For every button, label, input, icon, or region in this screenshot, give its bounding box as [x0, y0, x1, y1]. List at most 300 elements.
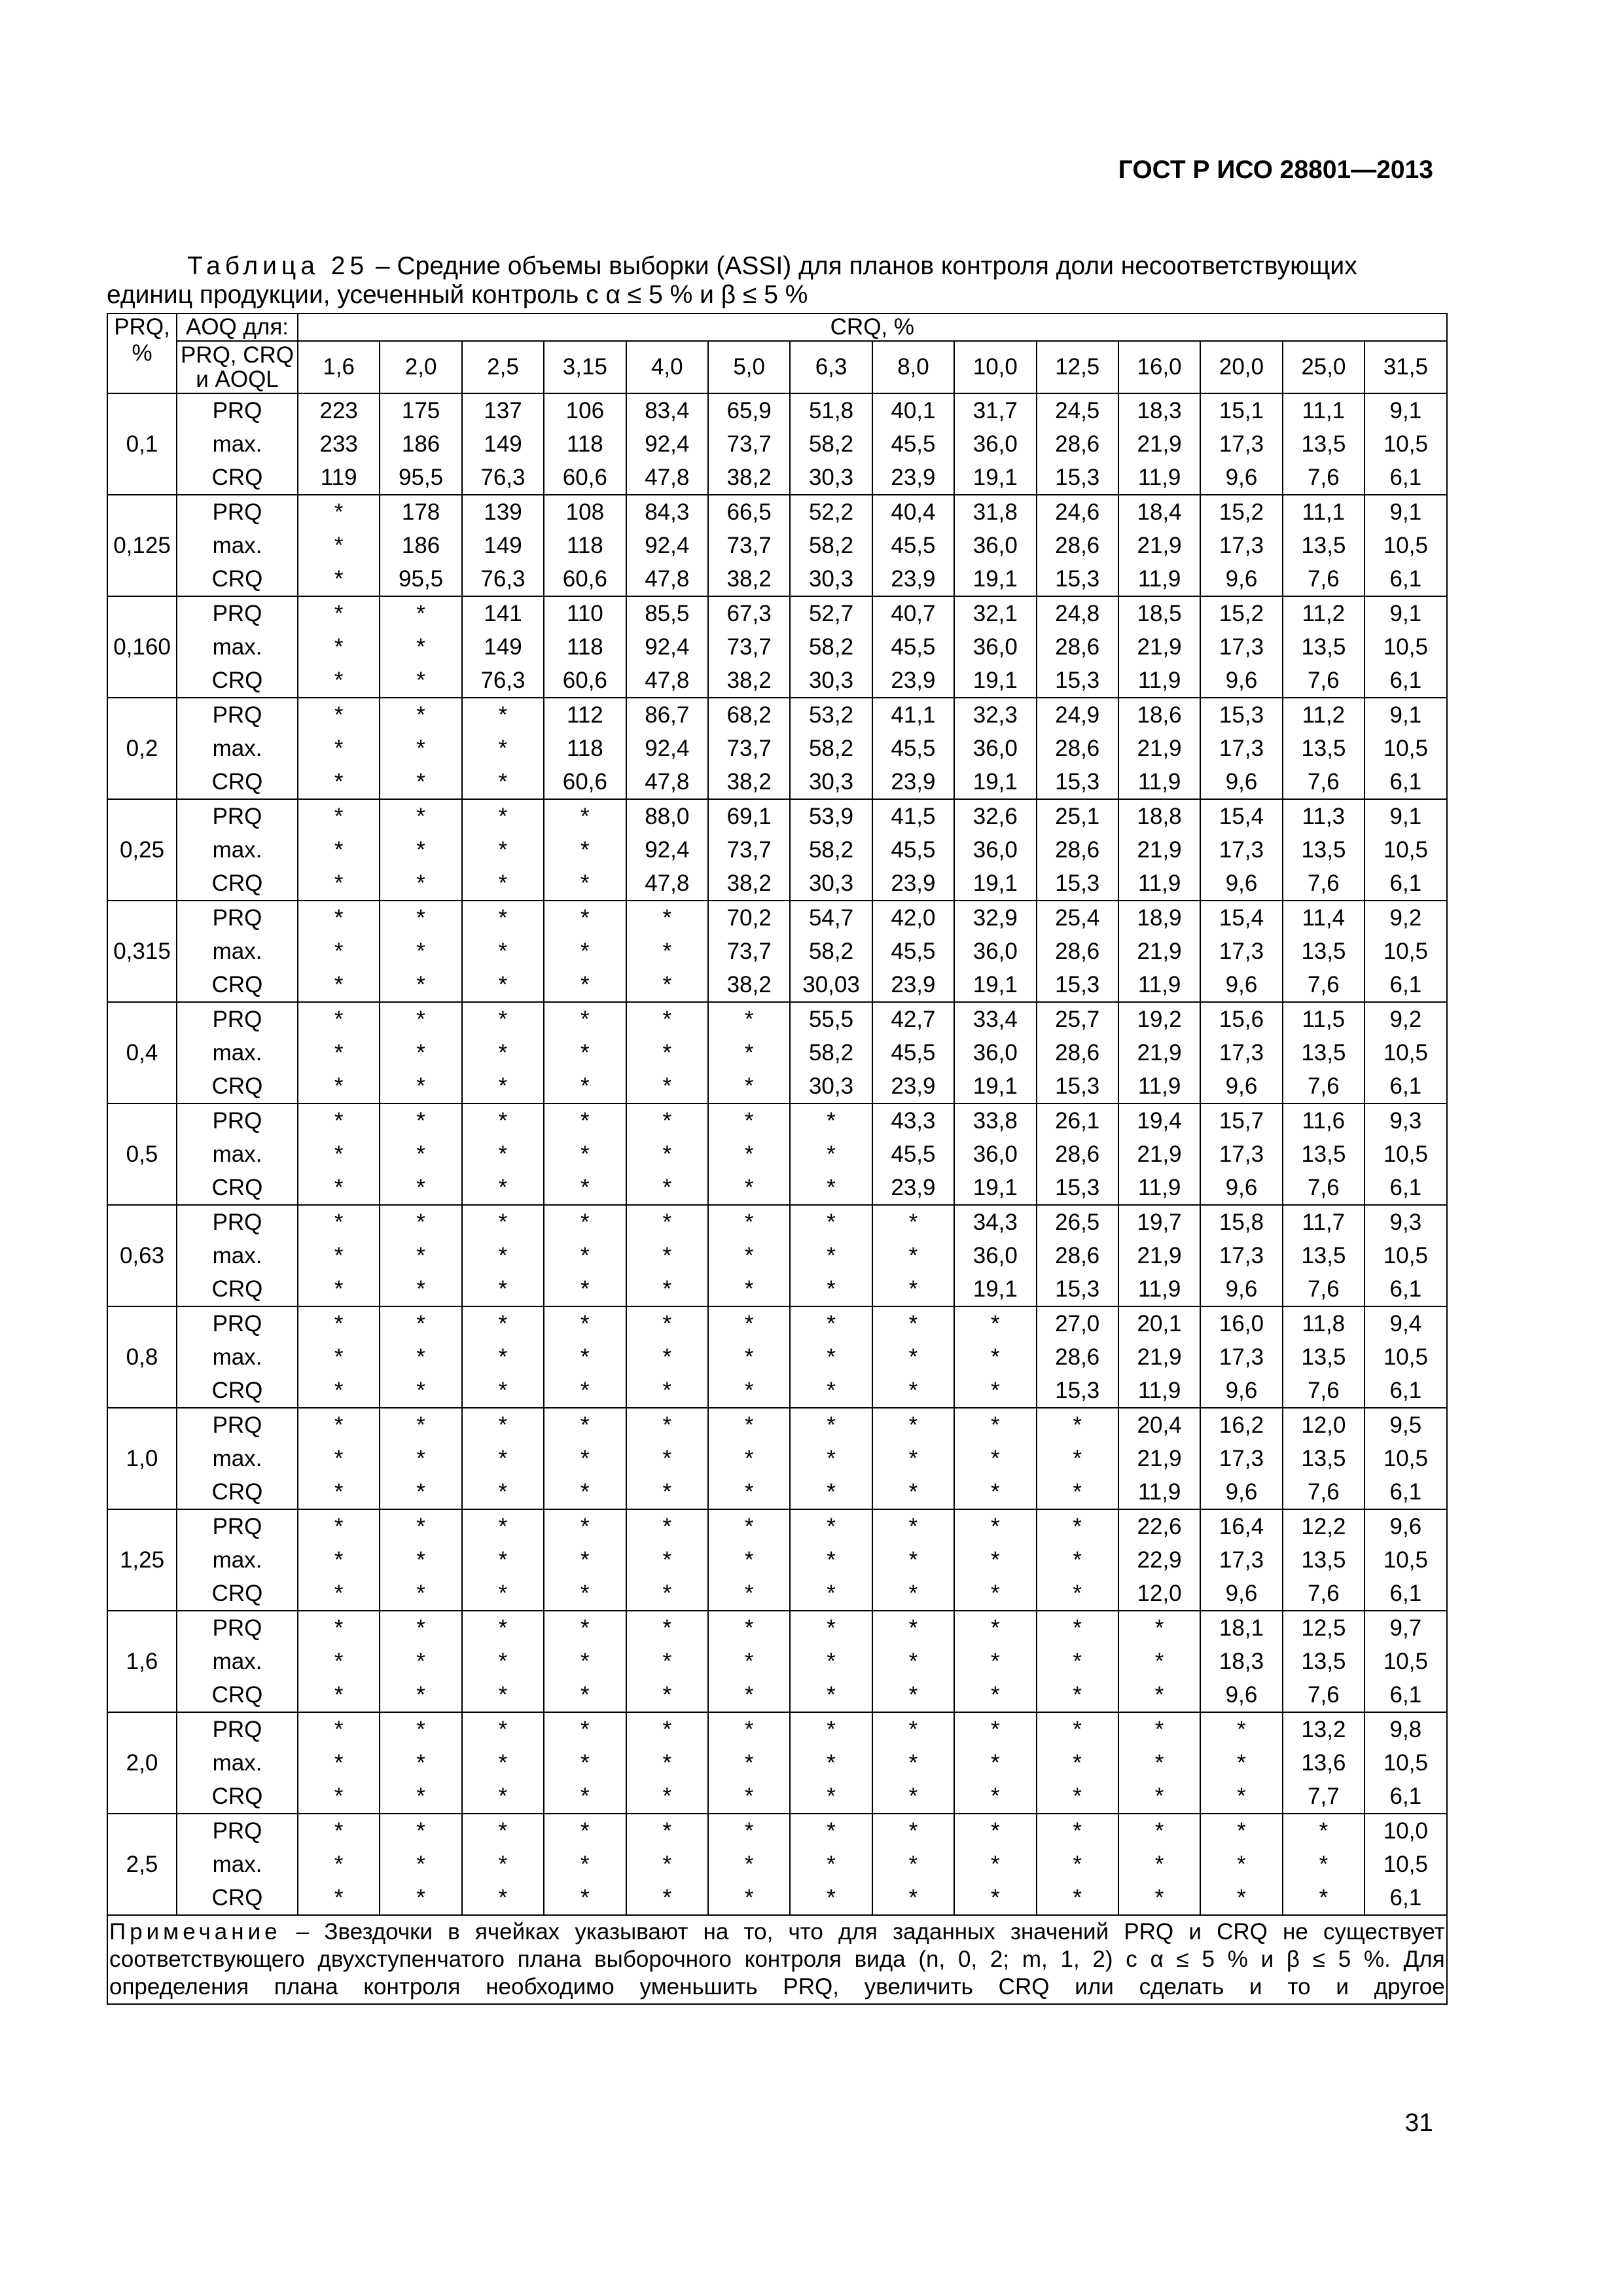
table-cell: 106: [544, 393, 626, 427]
row-label: PRQ: [177, 799, 298, 833]
table-cell: *: [708, 1442, 790, 1475]
row-label: PRQ: [177, 901, 298, 935]
table-cell: 17,3: [1200, 529, 1282, 562]
table-cell: 85,5: [626, 596, 708, 630]
table-cell: *: [380, 664, 461, 698]
table-cell: 47,8: [626, 461, 708, 495]
table-cell: 17,3: [1200, 630, 1282, 664]
table-cell: *: [708, 1408, 790, 1442]
table-cell: 223: [298, 393, 380, 427]
table-cell: *: [298, 1577, 380, 1611]
table-cell: 92,4: [626, 833, 708, 867]
table-cell: 11,9: [1118, 1069, 1200, 1103]
table-cell: 17,3: [1200, 935, 1282, 968]
table-cell: 17,3: [1200, 833, 1282, 867]
table-cell: *: [380, 1712, 461, 1746]
table-cell: *: [380, 1272, 461, 1306]
table-cell: 42,7: [872, 1002, 954, 1036]
table-cell: *: [626, 1746, 708, 1780]
table-cell: *: [708, 1780, 790, 1814]
table-cell: *: [298, 1509, 380, 1543]
table-cell: 19,1: [954, 968, 1036, 1002]
table-cell: 17,3: [1200, 1239, 1282, 1272]
table-cell: 110: [544, 596, 626, 630]
table-cell: *: [544, 1881, 626, 1915]
table-cell: 21,9: [1118, 1340, 1200, 1374]
table-cell: *: [544, 799, 626, 833]
table-cell: 15,1: [1200, 393, 1282, 427]
table-cell: 92,4: [626, 630, 708, 664]
table-cell: 17,3: [1200, 1340, 1282, 1374]
table-cell: *: [1200, 1712, 1282, 1746]
table-row: [107, 732, 1447, 765]
row-label: PRQ: [177, 1408, 298, 1442]
table-cell: *: [872, 1475, 954, 1509]
table-row: [107, 968, 1447, 1002]
row-label: PRQ: [177, 1103, 298, 1138]
table-cell: *: [626, 1408, 708, 1442]
table-cell: 9,6: [1200, 1272, 1282, 1306]
table-row: [107, 1374, 1447, 1408]
table-cell: *: [380, 1543, 461, 1577]
table-cell: *: [626, 1509, 708, 1543]
table-row: [107, 1814, 1447, 1848]
table-cell: *: [462, 1712, 544, 1746]
table-cell: *: [790, 1848, 872, 1881]
prq-group-value: 2,5: [107, 1814, 177, 1915]
table-cell: 60,6: [544, 664, 626, 698]
table-cell: *: [790, 1509, 872, 1543]
crq-header-cell: 10,0: [954, 341, 1036, 393]
table-cell: *: [708, 1746, 790, 1780]
table-cell: *: [380, 765, 461, 799]
table-cell: *: [708, 1881, 790, 1915]
prq-group-value: 0,63: [107, 1205, 177, 1306]
table-cell: *: [954, 1881, 1036, 1915]
table-cell: 9,1: [1364, 596, 1447, 630]
table-cell: *: [954, 1408, 1036, 1442]
table-cell: 11,6: [1283, 1103, 1364, 1138]
table-row: [107, 1780, 1447, 1814]
table-cell: *: [626, 1036, 708, 1069]
table-cell: *: [1118, 1611, 1200, 1645]
table-row: [107, 1611, 1447, 1645]
table-cell: 118: [544, 630, 626, 664]
table-cell: *: [462, 1881, 544, 1915]
table-cell: *: [298, 833, 380, 867]
table-cell: 24,8: [1037, 596, 1118, 630]
table-cell: 18,1: [1200, 1611, 1282, 1645]
table-cell: 9,2: [1364, 1002, 1447, 1036]
table-cell: *: [462, 1374, 544, 1408]
table-cell: 47,8: [626, 765, 708, 799]
table-cell: *: [1118, 1712, 1200, 1746]
table-cell: 10,5: [1364, 1340, 1447, 1374]
table-cell: *: [462, 1611, 544, 1645]
table-cell: *: [380, 1475, 461, 1509]
table-cell: *: [708, 1543, 790, 1577]
table-cell: 186: [380, 427, 461, 461]
table-cell: *: [462, 765, 544, 799]
table-cell: *: [380, 1509, 461, 1543]
table-cell: 16,2: [1200, 1408, 1282, 1442]
table-cell: 73,7: [708, 630, 790, 664]
table-cell: 19,1: [954, 461, 1036, 495]
table-cell: 31,7: [954, 393, 1036, 427]
table-cell: *: [380, 1611, 461, 1645]
table-cell: *: [790, 1205, 872, 1239]
prq-group-value: 0,5: [107, 1103, 177, 1205]
table-cell: 9,8: [1364, 1712, 1447, 1746]
table-cell: *: [790, 1712, 872, 1746]
table-cell: *: [298, 1881, 380, 1915]
table-cell: 10,5: [1364, 935, 1447, 968]
table-cell: *: [872, 1611, 954, 1645]
table-cell: *: [462, 1746, 544, 1780]
table-cell: *: [626, 1543, 708, 1577]
table-cell: 15,4: [1200, 799, 1282, 833]
table-cell: 233: [298, 427, 380, 461]
table-cell: 15,3: [1037, 968, 1118, 1002]
table-cell: 28,6: [1037, 1138, 1118, 1171]
table-row: [107, 1475, 1447, 1509]
table-cell: *: [380, 901, 461, 935]
table-cell: *: [544, 901, 626, 935]
table-cell: *: [298, 1069, 380, 1103]
table-cell: 15,3: [1037, 562, 1118, 596]
table-row: [107, 799, 1447, 833]
table-cell: *: [954, 1543, 1036, 1577]
table-cell: *: [380, 630, 461, 664]
table-cell: *: [298, 1239, 380, 1272]
table-cell: *: [708, 1678, 790, 1712]
table-cell: 9,6: [1200, 461, 1282, 495]
table-cell: 11,2: [1283, 698, 1364, 732]
table-cell: *: [380, 1002, 461, 1036]
table-cell: 6,1: [1364, 765, 1447, 799]
table-cell: 38,2: [708, 461, 790, 495]
table-cell: *: [380, 1138, 461, 1171]
table-cell: *: [462, 1509, 544, 1543]
table-cell: *: [1283, 1881, 1364, 1915]
table-cell: 18,3: [1200, 1645, 1282, 1678]
row-label: max.: [177, 1442, 298, 1475]
table-cell: *: [790, 1577, 872, 1611]
table-cell: 11,7: [1283, 1205, 1364, 1239]
table-cell: 84,3: [626, 495, 708, 529]
table-cell: *: [298, 1678, 380, 1712]
table-cell: *: [1118, 1814, 1200, 1848]
table-cell: 9,6: [1200, 968, 1282, 1002]
aoq-for-header: AOQ для:: [177, 314, 298, 341]
table-cell: 9,6: [1200, 765, 1282, 799]
table-cell: *: [708, 1171, 790, 1205]
table-cell: *: [708, 1374, 790, 1408]
table-cell: *: [462, 1103, 544, 1138]
table-cell: *: [1037, 1611, 1118, 1645]
table-cell: *: [872, 1543, 954, 1577]
table-cell: *: [462, 1272, 544, 1306]
row-label: PRQ: [177, 1712, 298, 1746]
table-cell: 73,7: [708, 732, 790, 765]
row-label: max.: [177, 732, 298, 765]
table-cell: *: [462, 732, 544, 765]
table-row: [107, 1509, 1447, 1543]
table-cell: *: [462, 935, 544, 968]
table-cell: 19,1: [954, 765, 1036, 799]
table-cell: 118: [544, 529, 626, 562]
table-cell: 19,1: [954, 1272, 1036, 1306]
prq-group-value: 1,25: [107, 1509, 177, 1611]
table-cell: *: [380, 1408, 461, 1442]
table-cell: 27,0: [1037, 1306, 1118, 1340]
table-cell: *: [380, 1103, 461, 1138]
table-cell: 7,6: [1283, 1272, 1364, 1306]
table-cell: *: [380, 1205, 461, 1239]
table-cell: 32,9: [954, 901, 1036, 935]
table-cell: *: [1037, 1475, 1118, 1509]
table-row: [107, 867, 1447, 901]
table-cell: *: [708, 1814, 790, 1848]
table-cell: *: [626, 1442, 708, 1475]
table-cell: 36,0: [954, 732, 1036, 765]
table-cell: 23,9: [872, 765, 954, 799]
table-cell: 23,9: [872, 1069, 954, 1103]
table-cell: *: [626, 1138, 708, 1171]
table-cell: 26,5: [1037, 1205, 1118, 1239]
table-row: [107, 698, 1447, 732]
caption-text-line1: – Средние объемы выборки (ASSI) для планов контроля доли несоответствующих: [368, 252, 1357, 280]
table-cell: *: [298, 765, 380, 799]
table-cell: *: [790, 1239, 872, 1272]
table-row: [107, 1543, 1447, 1577]
table-cell: *: [462, 833, 544, 867]
table-cell: 13,5: [1283, 630, 1364, 664]
table-cell: 10,5: [1364, 1239, 1447, 1272]
table-cell: 178: [380, 495, 461, 529]
table-row: [107, 1306, 1447, 1340]
table-cell: 36,0: [954, 1138, 1036, 1171]
table-cell: *: [298, 1814, 380, 1848]
table-cell: 7,6: [1283, 765, 1364, 799]
table-cell: *: [1118, 1848, 1200, 1881]
table-cell: 67,3: [708, 596, 790, 630]
table-cell: *: [298, 1205, 380, 1239]
table-cell: *: [872, 1712, 954, 1746]
table-cell: 11,9: [1118, 1272, 1200, 1306]
table-cell: *: [708, 1036, 790, 1069]
row-label: PRQ: [177, 1509, 298, 1543]
table-cell: 11,9: [1118, 1475, 1200, 1509]
table-cell: 33,4: [954, 1002, 1036, 1036]
table-cell: *: [954, 1645, 1036, 1678]
table-cell: 15,4: [1200, 901, 1282, 935]
table-cell: *: [462, 1408, 544, 1442]
table-cell: *: [954, 1306, 1036, 1340]
table-cell: *: [872, 1442, 954, 1475]
table-cell: 47,8: [626, 664, 708, 698]
table-cell: *: [1037, 1881, 1118, 1915]
table-cell: 15,3: [1037, 1374, 1118, 1408]
table-cell: *: [544, 1746, 626, 1780]
caption-text-line2: единиц продукции, усеченный контроль с α ≤ 5 % и β ≤ 5 %: [107, 281, 808, 309]
table-cell: *: [954, 1780, 1036, 1814]
table-cell: 11,9: [1118, 1374, 1200, 1408]
row-label: CRQ: [177, 1374, 298, 1408]
table-cell: 15,3: [1037, 1272, 1118, 1306]
table-cell: 45,5: [872, 427, 954, 461]
table-cell: *: [708, 1306, 790, 1340]
table-cell: 30,3: [790, 1069, 872, 1103]
table-cell: *: [626, 968, 708, 1002]
table-cell: *: [544, 867, 626, 901]
crq-header-cell: 31,5: [1364, 341, 1447, 393]
table-cell: 23,9: [872, 867, 954, 901]
table-cell: 23,9: [872, 968, 954, 1002]
table-cell: 6,1: [1364, 867, 1447, 901]
assi-table: [107, 313, 1448, 2005]
prq-group-value: 0,4: [107, 1002, 177, 1103]
table-row: [107, 461, 1447, 495]
table-cell: 21,9: [1118, 833, 1200, 867]
table-cell: *: [626, 1848, 708, 1881]
table-cell: 11,9: [1118, 867, 1200, 901]
table-cell: 42,0: [872, 901, 954, 935]
table-cell: *: [872, 1374, 954, 1408]
table-row: [107, 1408, 1447, 1442]
table-cell: 28,6: [1037, 1036, 1118, 1069]
table-cell: 22,6: [1118, 1509, 1200, 1543]
table-cell: 92,4: [626, 732, 708, 765]
table-cell: *: [790, 1611, 872, 1645]
row-label: max.: [177, 935, 298, 968]
table-cell: 58,2: [790, 833, 872, 867]
table-cell: *: [626, 1103, 708, 1138]
row-label: PRQ: [177, 1306, 298, 1340]
table-cell: 13,5: [1283, 732, 1364, 765]
table-cell: *: [872, 1577, 954, 1611]
table-cell: 25,4: [1037, 901, 1118, 935]
table-cell: *: [626, 1069, 708, 1103]
crq-header-cell: 5,0: [708, 341, 790, 393]
table-cell: *: [380, 1374, 461, 1408]
table-cell: *: [872, 1848, 954, 1881]
table-cell: *: [626, 1814, 708, 1848]
table-cell: *: [1037, 1577, 1118, 1611]
table-cell: 7,6: [1283, 1171, 1364, 1205]
table-cell: 9,6: [1200, 1678, 1282, 1712]
table-cell: *: [380, 1645, 461, 1678]
table-cell: *: [708, 1069, 790, 1103]
table-cell: 36,0: [954, 1036, 1036, 1069]
table-cell: *: [462, 1171, 544, 1205]
table-row: [107, 1002, 1447, 1036]
table-cell: 24,5: [1037, 393, 1118, 427]
table-cell: 55,5: [790, 1002, 872, 1036]
table-cell: *: [708, 1138, 790, 1171]
table-cell: *: [298, 1848, 380, 1881]
table-cell: 11,9: [1118, 1171, 1200, 1205]
table-cell: *: [544, 1678, 626, 1712]
table-cell: 149: [462, 630, 544, 664]
table-cell: *: [790, 1374, 872, 1408]
table-cell: *: [544, 1374, 626, 1408]
table-cell: 9,6: [1200, 867, 1282, 901]
crq-header-cell: 3,15: [544, 341, 626, 393]
table-cell: *: [790, 1746, 872, 1780]
table-row: [107, 1645, 1447, 1678]
table-cell: 16,0: [1200, 1306, 1282, 1340]
row-label: max.: [177, 427, 298, 461]
table-cell: 11,4: [1283, 901, 1364, 935]
table-cell: *: [790, 1272, 872, 1306]
table-cell: *: [380, 1678, 461, 1712]
table-cell: 58,2: [790, 1036, 872, 1069]
table-cell: *: [1283, 1814, 1364, 1848]
table-cell: 18,3: [1118, 393, 1200, 427]
table-cell: 38,2: [708, 968, 790, 1002]
prq-group-value: 1,0: [107, 1408, 177, 1509]
table-cell: 18,4: [1118, 495, 1200, 529]
table-cell: *: [626, 1171, 708, 1205]
table-cell: 9,2: [1364, 901, 1447, 935]
prq-column-header: PRQ, %: [107, 314, 177, 393]
table-cell: 70,2: [708, 901, 790, 935]
caption-label: Таблица 25: [187, 252, 369, 280]
crq-header-cell: 20,0: [1200, 341, 1282, 393]
table-cell: *: [380, 1746, 461, 1780]
table-cell: *: [298, 1103, 380, 1138]
row-label: PRQ: [177, 1205, 298, 1239]
table-cell: 13,5: [1283, 833, 1364, 867]
row-label: CRQ: [177, 1577, 298, 1611]
table-cell: *: [544, 1306, 626, 1340]
table-cell: *: [626, 1712, 708, 1746]
table-cell: *: [1037, 1408, 1118, 1442]
table-cell: 6,1: [1364, 968, 1447, 1002]
table-cell: *: [380, 867, 461, 901]
table-cell: 51,8: [790, 393, 872, 427]
table-row: [107, 596, 1447, 630]
table-cell: *: [872, 1306, 954, 1340]
row-label: max.: [177, 1746, 298, 1780]
table-cell: 43,3: [872, 1103, 954, 1138]
table-cell: *: [462, 1645, 544, 1678]
table-cell: 119: [298, 461, 380, 495]
table-cell: 23,9: [872, 664, 954, 698]
table-cell: 28,6: [1037, 427, 1118, 461]
table-cell: 13,5: [1283, 1036, 1364, 1069]
table-row: [107, 833, 1447, 867]
table-cell: 60,6: [544, 461, 626, 495]
table-cell: 10,5: [1364, 1543, 1447, 1577]
table-cell: 40,1: [872, 393, 954, 427]
table-cell: 10,5: [1364, 1746, 1447, 1780]
table-cell: 17,3: [1200, 732, 1282, 765]
table-cell: 45,5: [872, 935, 954, 968]
table-cell: *: [1037, 1509, 1118, 1543]
table-cell: *: [626, 1306, 708, 1340]
table-row: [107, 1712, 1447, 1746]
table-cell: *: [380, 1306, 461, 1340]
prq-group-value: 0,8: [107, 1306, 177, 1408]
table-cell: 6,1: [1364, 1881, 1447, 1915]
table-cell: 112: [544, 698, 626, 732]
table-cell: 19,1: [954, 1171, 1036, 1205]
table-cell: *: [544, 1475, 626, 1509]
table-cell: *: [462, 799, 544, 833]
table-cell: *: [380, 935, 461, 968]
